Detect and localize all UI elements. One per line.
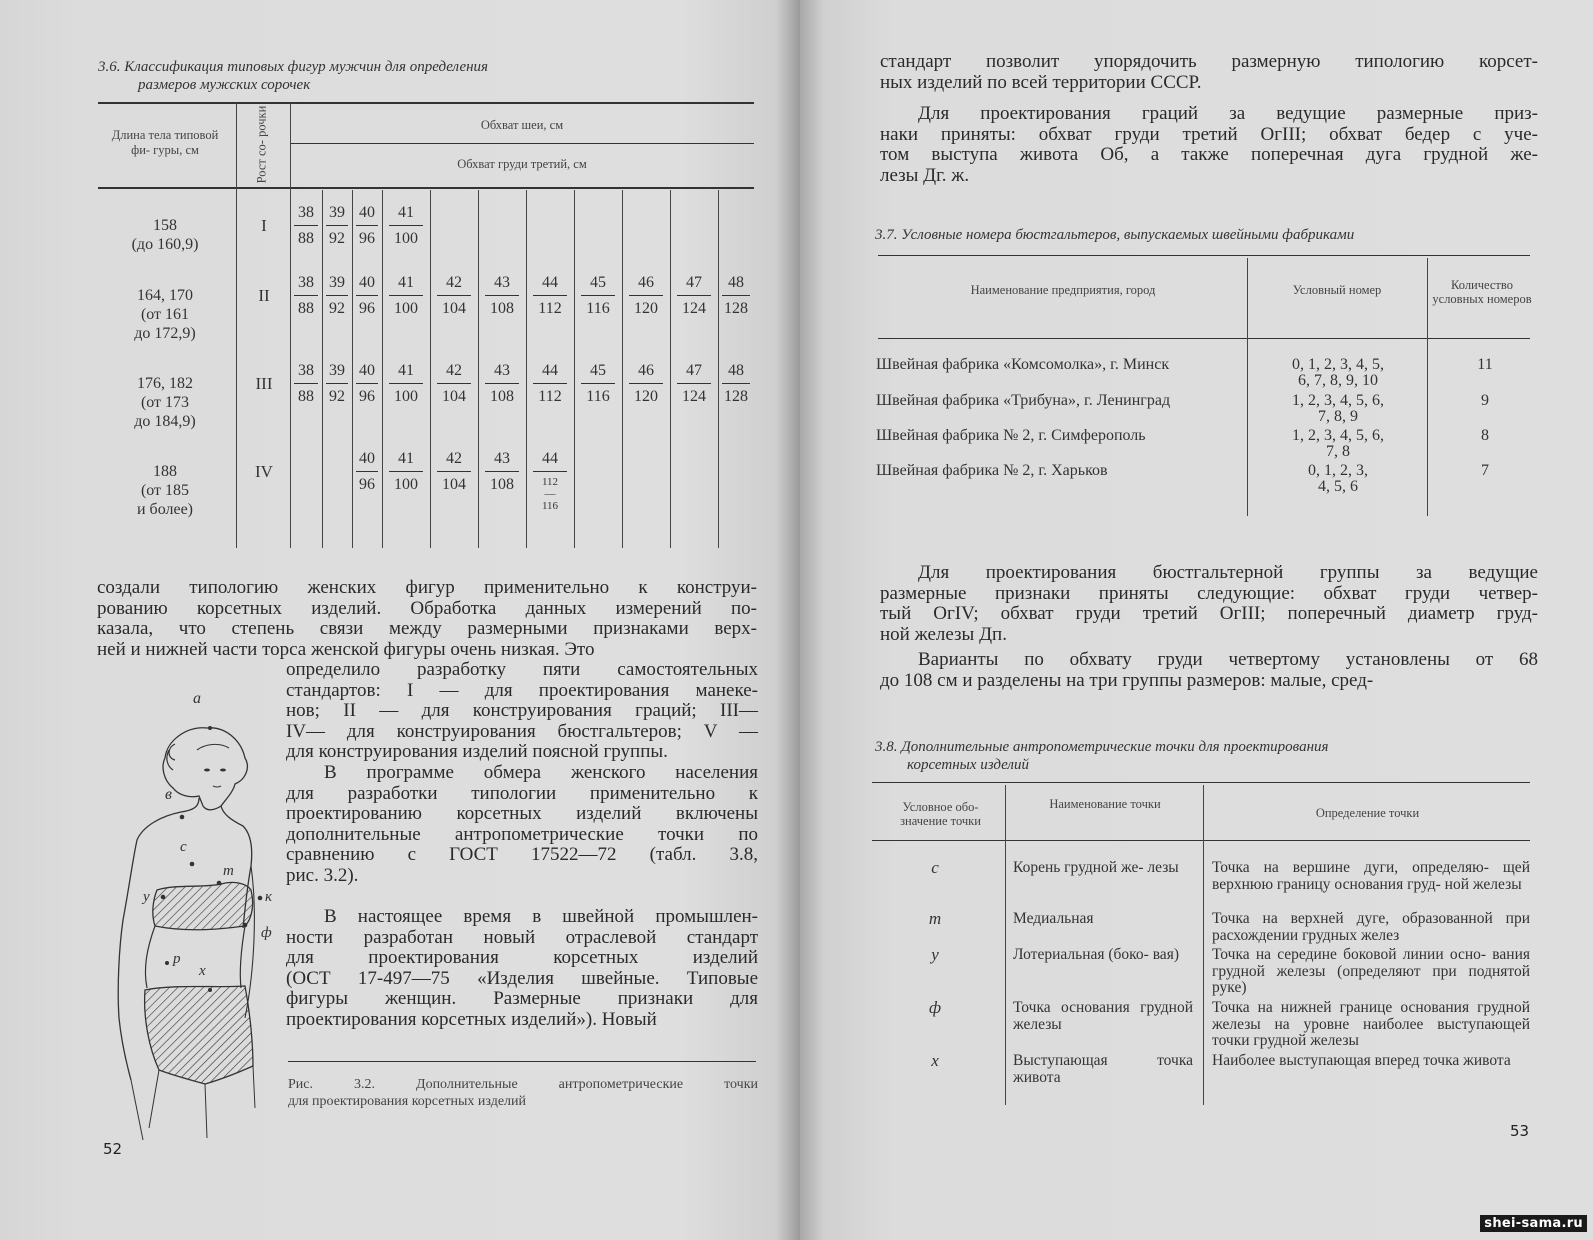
chest-girth: 116 — [586, 300, 610, 317]
point-definition: Точка на вершине дуги, определяю- щей верхнюю границу основания груд- ной железы — [1212, 859, 1530, 893]
enterprise-name: Швейная фабрика «Трибуна», г. Ленинград — [876, 392, 1171, 409]
right-page — [800, 0, 1593, 1240]
chest-girth: 100 — [394, 476, 418, 493]
text-line: стандартов: I — для проектирования манеке- — [286, 679, 758, 701]
table-3-7-caption: 3.7. Условные номера бюстгальтеров, выпускаемых швейными фабриками — [875, 227, 1355, 243]
table-3-6-caption-line1: 3.6. Классификация типовых фигур мужчин для определения — [98, 59, 489, 75]
chest-girth: 100 — [394, 300, 418, 317]
text-line: нов; II — для конструирования граций; III— — [286, 700, 758, 721]
chest-girth: 92 — [329, 300, 345, 317]
chest-girth: 100 — [394, 388, 418, 405]
text-line: проектирования корсетных изделий»). Новый — [286, 1008, 657, 1030]
neck-girth: 40 — [356, 204, 378, 226]
text-line: для конструирования изделий поясной группы. — [286, 741, 668, 762]
size-fraction — [526, 274, 574, 318]
chest-girth: 96 — [359, 230, 375, 247]
col-divider — [1427, 258, 1428, 516]
header-bottom-rule — [872, 840, 1530, 841]
size-fraction — [526, 450, 574, 512]
chest-girth: 88 — [298, 230, 314, 247]
chest-girth: 88 — [298, 388, 314, 405]
point-definition: Точка на верхней дуге, образованной при расхождении грудных желез — [1212, 910, 1530, 944]
body-length-line: 158 — [153, 217, 177, 234]
chest-girth: 96 — [359, 388, 375, 405]
figure-label-c: с — [180, 839, 187, 855]
row-shirt-height: I — [261, 216, 267, 235]
numbers-line2: 7, 8 — [1326, 443, 1350, 460]
neck-girth: 41 — [389, 362, 423, 384]
size-fraction — [574, 362, 622, 406]
table-3-8-caption-line2: корсетных изделий — [907, 757, 1029, 773]
header-mid-rule — [290, 143, 754, 144]
size-fraction — [430, 450, 478, 494]
neck-girth: 40 — [356, 362, 378, 384]
table-top-rule — [872, 782, 1530, 783]
neck-girth: 45 — [581, 362, 615, 384]
neck-girth: 48 — [722, 274, 750, 296]
number-count: 9 — [1481, 392, 1489, 409]
left-paragraph-2 — [286, 660, 758, 763]
figure-label-p: р — [173, 951, 181, 967]
chest-girth: 116 — [586, 388, 610, 405]
text-line: Для проектирования бюстгальтерной группы за ведущие — [918, 562, 1538, 583]
header-enterprise: Наименование предприятия, город — [970, 283, 1156, 297]
row-shirt-height: III — [255, 374, 273, 393]
point-symbol: у — [931, 945, 939, 964]
enterprise-name: Швейная фабрика № 2, г. Харьков — [876, 462, 1108, 479]
text-line: ней и нижней части торса женской фигуры очень низкая. Это — [97, 638, 595, 660]
table-top-rule — [878, 255, 1530, 256]
table-3-6-caption-line2: размеров мужских сорочек — [138, 77, 311, 93]
header-count: Количество условных номеров — [1432, 278, 1532, 306]
point-name: Корень грудной же- лезы — [1013, 859, 1179, 876]
point-definition: Точка на нижней границе основания грудной железы на уровне наиболее выступающей точки грудной железы — [1212, 999, 1530, 1049]
neck-girth: 44 — [533, 362, 567, 384]
size-fraction — [430, 362, 478, 406]
size-fraction — [290, 362, 322, 406]
body-length-line: (до 160,9) — [131, 236, 199, 253]
figure-label-u: у — [143, 889, 150, 905]
text-line: том выступа живота Об, а также поперечная дуга грудной же- — [880, 144, 1538, 165]
size-fraction — [382, 450, 430, 494]
numbers-line1: 1, 2, 3, 4, 5, 6, — [1292, 427, 1384, 444]
neck-girth: 42 — [437, 274, 471, 296]
text-line: дополнительные антропометрические точки по — [286, 823, 758, 845]
header-bottom-rule — [878, 338, 1530, 339]
figure-caption — [288, 1076, 758, 1110]
text-line: IV— для конструирования бюстгальтеров; V — — [286, 720, 758, 742]
numbers-line1: 1, 2, 3, 4, 5, 6, — [1292, 392, 1384, 409]
chest-girth: 124 — [682, 300, 706, 317]
table-3-8-caption-line1: 3.8. Дополнительные антропометрические точки для проектирования — [875, 739, 1329, 755]
header-shirt-height: Рост со- рочки — [254, 105, 269, 184]
size-fraction — [352, 274, 382, 318]
body-length-line: до 172,9) — [134, 325, 196, 342]
size-fraction — [322, 204, 352, 248]
body-length-line: (от 185 — [140, 482, 190, 499]
size-fraction — [352, 204, 382, 248]
header-bottom-rule — [98, 187, 754, 189]
text-line: рованию корсетных изделий. Обработка данных измерений по- — [97, 597, 757, 619]
point-definition: Наиболее выступающая вперед точка живота — [1212, 1052, 1511, 1069]
chest-girth: 112 — [538, 388, 562, 405]
text-line: для проектирования корсетных изделий — [286, 947, 758, 968]
neck-girth: 40 — [356, 450, 378, 472]
chest-girth: 104 — [442, 476, 466, 493]
row-body-length — [110, 374, 220, 431]
text-line: ной железы Дп. — [880, 623, 1007, 645]
size-fraction — [382, 362, 430, 406]
figure-label-x: х — [199, 963, 206, 979]
point-a — [208, 726, 212, 730]
neck-girth: 40 — [356, 274, 378, 296]
body-length-line: и более) — [136, 501, 193, 518]
point-definition: Точка на середине боковой линии осно- вания грудной железы (определяют при поднятой руке) — [1212, 946, 1530, 996]
chest-girth: 108 — [490, 300, 514, 317]
text-line: Варианты по обхвату груди четвертому установлены от 68 — [918, 649, 1538, 670]
point-name: Точка основания грудной железы — [1013, 999, 1193, 1033]
size-fraction — [670, 362, 718, 406]
point-t — [217, 881, 222, 886]
size-fraction — [478, 450, 526, 494]
figure-label-t: т — [223, 863, 234, 879]
point-u — [161, 895, 166, 900]
text-line: определило разработку пяти самостоятельных — [286, 659, 758, 680]
body-length-line: до 184,9) — [134, 413, 196, 430]
text-line: В программе обмера женского населения — [324, 762, 758, 783]
neck-girth: 39 — [326, 274, 348, 296]
body-length-line: 164, 170 — [137, 287, 193, 304]
right-paragraph-3 — [880, 563, 1538, 645]
left-paragraph-3 — [286, 763, 758, 886]
size-fraction — [322, 362, 352, 406]
header-symbol: Условное обо- значение точки — [900, 800, 981, 828]
text-line: лезы Дг. ж. — [880, 164, 970, 186]
neck-girth: 43 — [485, 450, 519, 472]
size-fraction — [574, 274, 622, 318]
chest-girth: 92 — [329, 388, 345, 405]
chest-girth: 120 — [634, 388, 658, 405]
neck-girth: 48 — [722, 362, 750, 384]
size-fraction — [382, 274, 430, 318]
size-fraction — [352, 450, 382, 494]
size-fraction — [290, 274, 322, 318]
right-paragraph-2 — [880, 104, 1538, 186]
table-top-rule — [98, 102, 754, 104]
figure-label-a: а — [193, 690, 201, 707]
size-fraction — [322, 274, 352, 318]
chest-girth: 120 — [634, 300, 658, 317]
chest-girth: 104 — [442, 300, 466, 317]
numbers-line2: 4, 5, 6 — [1318, 478, 1358, 495]
neck-girth: 47 — [677, 362, 711, 384]
text-line: ности разработан новый отраслевой стандарт — [286, 926, 758, 948]
numbers-line1: 0, 1, 2, 3, — [1308, 462, 1368, 479]
figure-label-k: к — [265, 889, 273, 905]
header-body-length: Длина тела типовой фи- гуры, см — [111, 128, 219, 157]
size-fraction — [622, 362, 670, 406]
text-line: размерные признаки приняты следующие: обхват груди четвер- — [880, 582, 1538, 604]
body-length-line: 176, 182 — [137, 375, 193, 392]
col-divider — [1203, 785, 1204, 1105]
text-line: (ОСТ 17-497—75 «Изделия швейные. Типовые — [286, 967, 758, 989]
neck-girth: 47 — [677, 274, 711, 296]
row-shirt-height: IV — [255, 462, 273, 481]
point-name: Лотериальная (боко- вая) — [1013, 946, 1179, 963]
table-3-6-caption — [98, 58, 738, 94]
neck-girth: 38 — [294, 204, 318, 226]
text-line: для разработки типологии применительно к — [286, 782, 758, 804]
neck-girth: 38 — [294, 274, 318, 296]
neck-girth: 44 — [533, 274, 567, 296]
point-symbol: ф — [928, 998, 942, 1017]
chest-girth: 128 — [724, 300, 748, 317]
text-line: фигуры женщин. Размерные признаки для — [286, 988, 758, 1009]
text-line: Для проектирования граций за ведущие размерные приз- — [918, 103, 1538, 124]
page-number-left: 52 — [103, 1140, 123, 1158]
numbers-line2: 6, 7, 8, 9, 10 — [1298, 372, 1378, 389]
left-paragraph-4 — [286, 907, 758, 1030]
chest-girth: 104 — [442, 388, 466, 405]
left-paragraph-1 — [97, 578, 757, 660]
enterprise-name: Швейная фабрика № 2, г. Симферополь — [876, 427, 1146, 444]
text-line: рис. 3.2). — [286, 864, 359, 886]
neck-girth: 41 — [389, 204, 423, 226]
woman-figure-illustration — [95, 688, 275, 1148]
point-name: Медиальная — [1013, 910, 1094, 927]
neck-girth: 39 — [326, 204, 348, 226]
chest-girth: 92 — [329, 230, 345, 247]
point-c — [190, 862, 195, 867]
neck-girth: 38 — [294, 362, 318, 384]
size-fraction — [670, 274, 718, 318]
neck-girth: 44 — [533, 450, 567, 472]
point-k — [258, 896, 263, 901]
size-fraction — [478, 362, 526, 406]
col-divider — [1005, 785, 1006, 1105]
chest-girth: 112 — [538, 300, 562, 317]
neck-girth: 41 — [389, 450, 423, 472]
col-divider — [236, 103, 237, 548]
text-line: В настоящее время в швейной промышлен- — [324, 906, 758, 927]
size-fraction — [526, 362, 574, 406]
neck-girth: 46 — [629, 274, 663, 296]
chest-girth: 108 — [490, 476, 514, 493]
neck-girth: 42 — [437, 450, 471, 472]
body-length-line: (от 173 — [140, 394, 190, 411]
chest-girth: 96 — [359, 476, 375, 493]
body-length-line: 188 — [153, 463, 177, 480]
site-watermark: shei-sama.ru — [1480, 1215, 1587, 1232]
neck-girth: 43 — [485, 274, 519, 296]
header-chest-girth: Обхват груди третий, см — [457, 157, 587, 171]
chest-girth: 88 — [298, 300, 314, 317]
figure-caption-line2: для проектирования корсетных изделий — [288, 1094, 526, 1109]
page-number-right: 53 — [1510, 1122, 1530, 1140]
text-line: проектированию корсетных изделий включены — [286, 803, 758, 824]
text-line: сравнению с ГОСТ 17522—72 (табл. 3.8, — [286, 844, 758, 865]
text-line: до 108 см и разделены на три группы размеров: малые, сред- — [880, 669, 1374, 691]
point-symbol: т — [928, 909, 942, 928]
size-fraction — [382, 204, 430, 248]
figure-3-2 — [95, 688, 275, 1148]
number-count: 8 — [1481, 427, 1489, 444]
size-fraction — [478, 274, 526, 318]
header-number: Условный номер — [1292, 283, 1382, 297]
size-fraction — [290, 204, 322, 248]
header-neck-girth: Обхват шеи, см — [480, 118, 564, 132]
figure-label-f: ф — [261, 925, 272, 941]
neck-girth: 42 — [437, 362, 471, 384]
row-body-length — [110, 286, 220, 343]
number-count: 11 — [1477, 356, 1493, 373]
neck-girth: 45 — [581, 274, 615, 296]
text-line: казала, что степень связи между размерными признаками верх- — [97, 618, 757, 639]
chest-girth: 96 — [359, 300, 375, 317]
size-fraction — [718, 362, 754, 406]
chest-girth: 112— 116 — [541, 476, 559, 512]
text-line: наки приняты: обхват груди третий ОгIII; обхват бедер с уче- — [880, 123, 1538, 145]
point-f — [243, 923, 248, 928]
point-symbol: х — [931, 1051, 939, 1070]
row-shirt-height: II — [258, 286, 270, 305]
header-point-name: Наименование точки — [1049, 797, 1161, 811]
right-paragraph-4 — [880, 650, 1538, 691]
chest-girth: 128 — [724, 388, 748, 405]
point-p — [165, 961, 169, 965]
text-line: создали типологию женских фигур применительно к конструи- — [97, 577, 757, 598]
chest-girth: 100 — [394, 230, 418, 247]
neck-girth: 46 — [629, 362, 663, 384]
neck-girth: 39 — [326, 362, 348, 384]
size-fraction — [430, 274, 478, 318]
table-3-8-caption — [875, 738, 1555, 774]
chest-girth: 124 — [682, 388, 706, 405]
right-paragraph-1 — [880, 52, 1538, 93]
text-line: стандарт позволит упорядочить размерную типологию корсет- — [880, 51, 1538, 72]
row-body-length — [110, 216, 220, 254]
body-length-line: (от 161 — [140, 306, 190, 323]
text-line: тый ОгIV; обхват груди третий ОгIII; поперечный диаметр груд- — [880, 603, 1538, 624]
size-fraction — [622, 274, 670, 318]
point-name: Выступающая точка живота — [1013, 1052, 1193, 1086]
enterprise-name: Швейная фабрика «Комсомолка», г. Минск — [876, 356, 1170, 373]
figure-caption-rule — [288, 1061, 756, 1062]
figure-caption-line1: Рис. 3.2. Дополнительные антропометрические точки — [288, 1077, 758, 1092]
size-fraction — [718, 274, 754, 318]
size-fraction — [352, 362, 382, 406]
header-definition: Определение точки — [1315, 806, 1420, 820]
neck-girth: 43 — [485, 362, 519, 384]
point-v — [180, 815, 185, 820]
number-count: 7 — [1481, 462, 1489, 479]
row-body-length — [110, 462, 220, 519]
chest-girth: 108 — [490, 388, 514, 405]
neck-girth: 41 — [389, 274, 423, 296]
point-symbol: с — [931, 858, 939, 877]
text-line: ных изделий по всей территории СССР. — [880, 71, 1202, 93]
numbers-line1: 0, 1, 2, 3, 4, 5, — [1292, 356, 1384, 373]
point-x — [208, 988, 212, 992]
figure-label-v: в — [165, 786, 172, 803]
numbers-line2: 7, 8, 9 — [1318, 408, 1358, 425]
